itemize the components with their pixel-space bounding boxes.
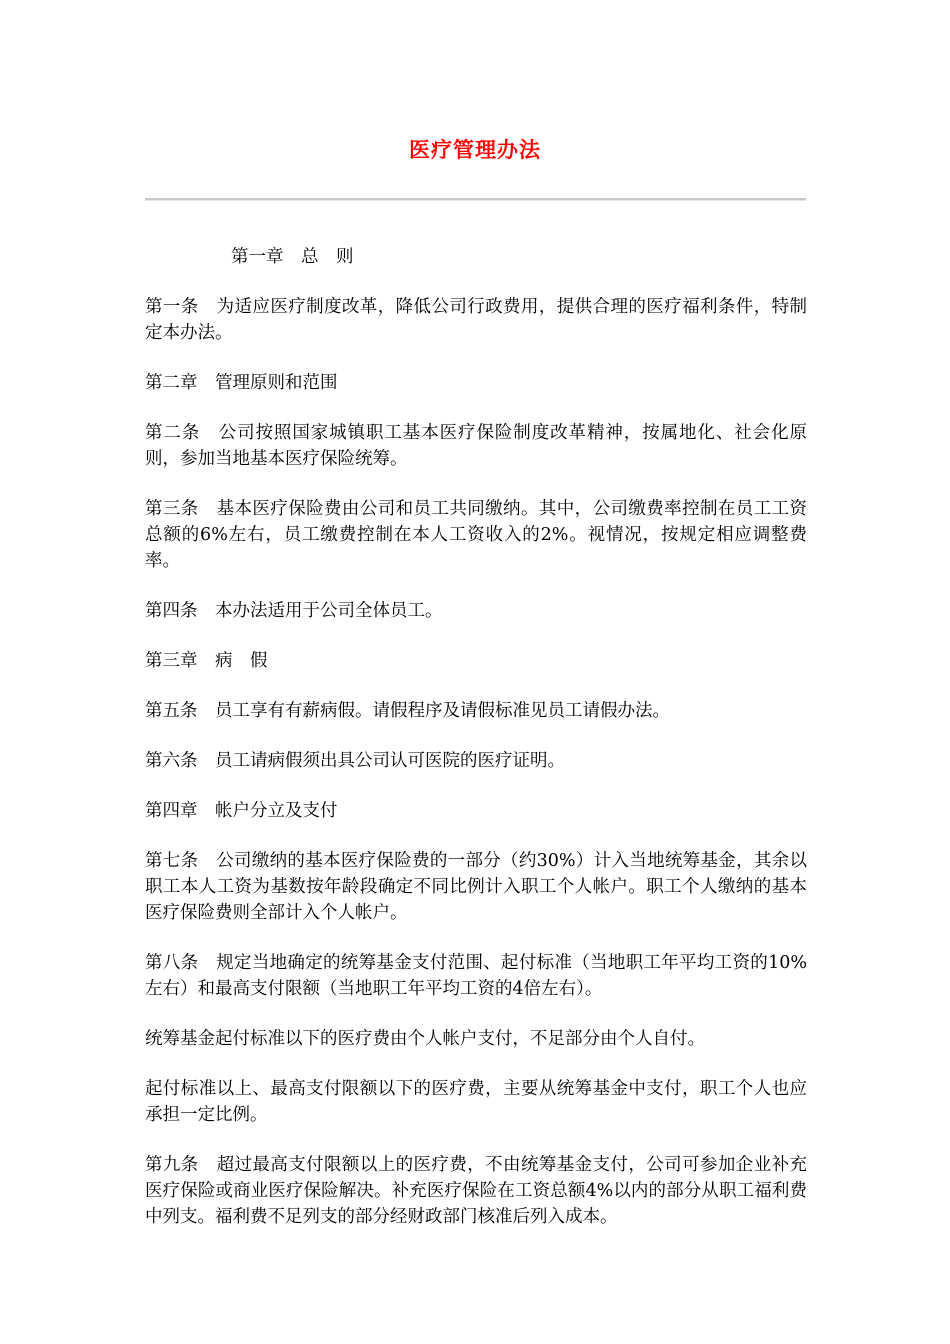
article-1: 第一条 为适应医疗制度改革，降低公司行政费用，提供合理的医疗福利条件，特制定本办法。 [145, 297, 807, 343]
article-8-clause-2: 起付标准以上、最高支付限额以下的医疗费，主要从统筹基金中支付，职工个人也应承担一定比例。 [145, 1079, 807, 1125]
article-2: 第二条 公司按照国家城镇职工基本医疗保险制度改革精神，按属地化、社会化原则，参加当地基本医疗保险统筹。 [145, 423, 807, 469]
article-7: 第七条 公司缴纳的基本医疗保险费的一部分（约30%）计入当地统筹基金，其余以职工本人工资为基数按年龄段确定不同比例计入职工个人帐户。职工个人缴纳的基本医疗保险费则全部计入个人帐户。 [145, 851, 807, 923]
article-5: 第五条 员工享有有薪病假。请假程序及请假标准见员工请假办法。 [145, 701, 670, 721]
article-4: 第四条 本办法适用于公司全体员工。 [145, 601, 443, 621]
article-9: 第九条 超过最高支付限额以上的医疗费，不由统筹基金支付，公司可参加企业补充医疗保险或商业医疗保险解决。补充医疗保险在工资总额4%以内的部分从职工福利费中列支。福利费不足列支的部分经财政部门核准后列入成本。 [145, 1155, 807, 1227]
article-3: 第三条 基本医疗保险费由公司和员工共同缴纳。其中，公司缴费率控制在员工工资总额的6%左右，员工缴费控制在本人工资收入的2%。视情况，按规定相应调整费率。 [145, 499, 807, 571]
title-divider [145, 198, 806, 201]
chapter-1-heading: 第一章 总 则 [231, 247, 354, 267]
chapter-2-heading: 第二章 管理原则和范围 [145, 373, 338, 393]
chapter-4-heading: 第四章 帐户分立及支付 [145, 801, 338, 821]
document-body [145, 244, 807, 1254]
article-6: 第六条 员工请病假须出具公司认可医院的医疗证明。 [145, 751, 565, 771]
document-title: 医疗管理办法 [409, 138, 541, 162]
article-8-clause-1: 统筹基金起付标准以下的医疗费由个人帐户支付，不足部分由个人自付。 [145, 1029, 705, 1049]
chapter-3-heading: 第三章 病 假 [145, 651, 268, 671]
article-8: 第八条 规定当地确定的统筹基金支付范围、起付标准（当地职工年平均工资的10%左右）和最高支付限额（当地职工年平均工资的4倍左右）。 [145, 953, 807, 999]
